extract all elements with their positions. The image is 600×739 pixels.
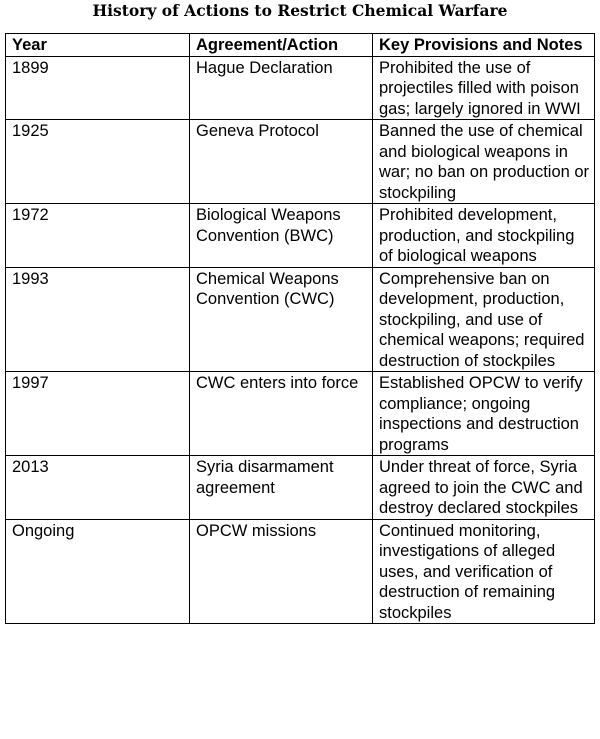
cell-action: Geneva Protocol (190, 120, 373, 204)
table-row (6, 267, 595, 372)
cell-provisions: Continued monitoring, investigations of alleged uses, and verification of destruction of remaining stockpiles (373, 519, 595, 624)
table-header-row (6, 34, 595, 57)
cell-year: 1925 (6, 120, 190, 204)
cell-action: OPCW missions (190, 519, 373, 624)
cell-action: Syria disarmament agreement (190, 456, 373, 520)
cell-provisions: Banned the use of chemical and biological weapons in war; no ban on production or stockpiling (373, 120, 595, 204)
cell-year: 1997 (6, 372, 190, 456)
table-row (6, 204, 595, 268)
cell-action: CWC enters into force (190, 372, 373, 456)
cell-year: 1972 (6, 204, 190, 268)
table-row (6, 120, 595, 204)
cell-year: Ongoing (6, 519, 190, 624)
cell-provisions: Established OPCW to verify compliance; ongoing inspections and destruction programs (373, 372, 595, 456)
cell-provisions: Prohibited the use of projectiles filled with poison gas; largely ignored in WWI (373, 56, 595, 120)
document-title: History of Actions to Restrict Chemical Warfare (92, 1, 508, 20)
table-row (6, 372, 595, 456)
table-row (6, 519, 595, 624)
cell-year: 2013 (6, 456, 190, 520)
table-row (6, 456, 595, 520)
cell-action: Hague Declaration (190, 56, 373, 120)
cell-action: Biological Weapons Convention (BWC) (190, 204, 373, 268)
cell-year: 1993 (6, 267, 190, 372)
cell-provisions: Comprehensive ban on development, production, stockpiling, and use of chemical weapons; required destruction of stockpiles (373, 267, 595, 372)
cell-provisions: Under threat of force, Syria agreed to join the CWC and destroy declared stockpiles (373, 456, 595, 520)
cell-action: Chemical Weapons Convention (CWC) (190, 267, 373, 372)
table-row (6, 56, 595, 120)
header-year: Year (6, 34, 190, 57)
cell-year: 1899 (6, 56, 190, 120)
history-table (5, 33, 595, 624)
cell-provisions: Prohibited development, production, and stockpiling of biological weapons (373, 204, 595, 268)
header-key-provisions: Key Provisions and Notes (373, 34, 595, 57)
header-agreement-action: Agreement/Action (190, 34, 373, 57)
